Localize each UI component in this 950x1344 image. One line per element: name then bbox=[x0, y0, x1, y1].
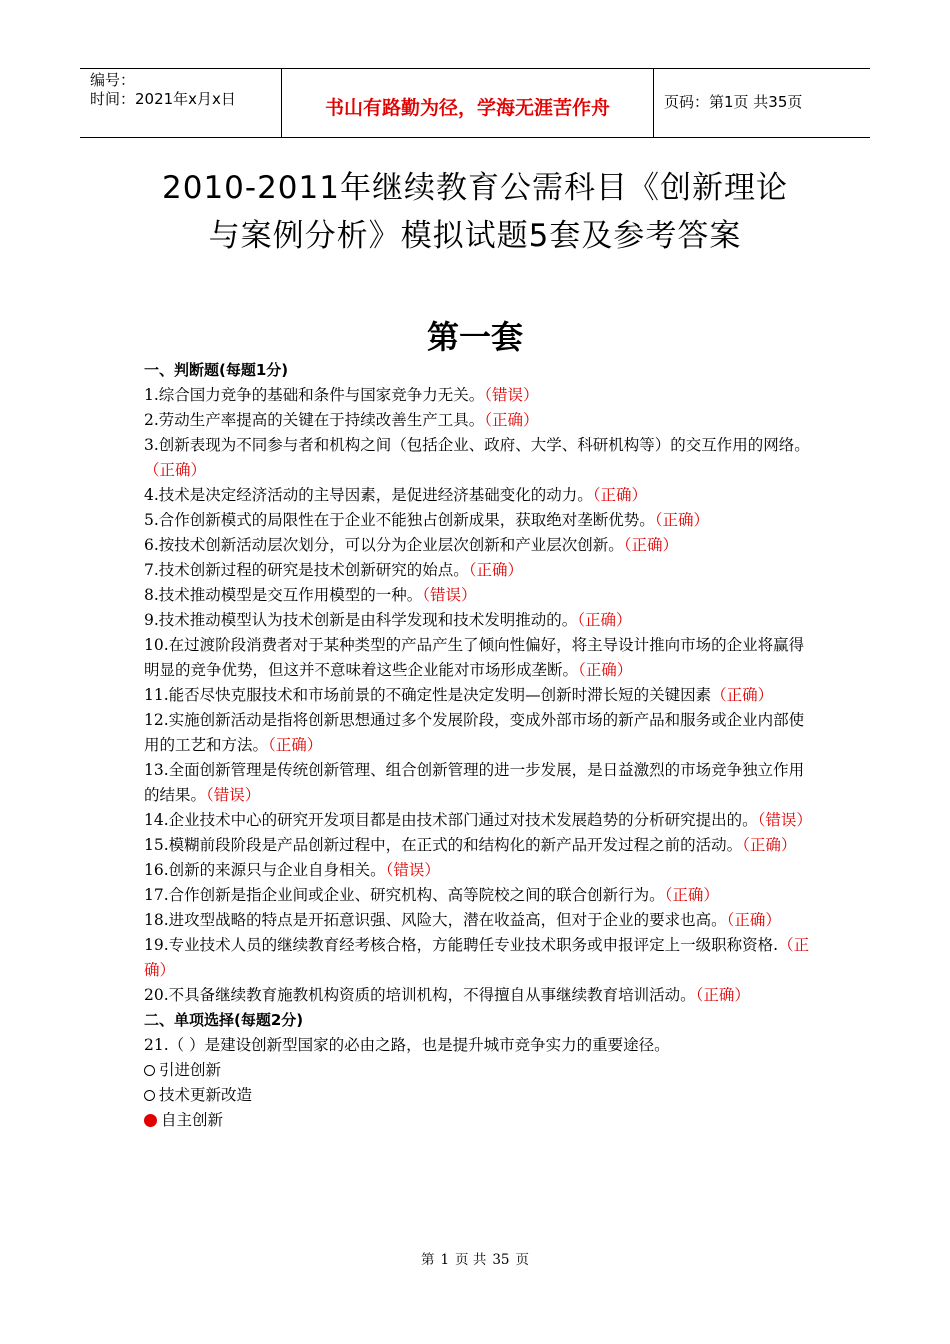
judgement-question bbox=[144, 808, 812, 833]
judgement-question bbox=[144, 933, 812, 983]
judgement-question bbox=[144, 508, 812, 533]
answer-mark: （正确） bbox=[726, 911, 781, 929]
judgement-question bbox=[144, 583, 812, 608]
option-label: 自主创新 bbox=[161, 1111, 224, 1129]
judgement-question bbox=[144, 383, 812, 408]
judgement-question bbox=[144, 908, 812, 933]
question-text: 20.不具备继续教育施教机构资质的培训机构，不得擅自从事继续教育培训活动。 bbox=[144, 986, 696, 1004]
option-c[interactable] bbox=[144, 1108, 812, 1133]
question-text: 12.实施创新活动是指将创新思想通过多个发展阶段，变成外部市场的新产品和服务或企业内部使用的工艺和方法。 bbox=[144, 711, 805, 754]
answer-mark: （正确） bbox=[592, 486, 648, 504]
title-line-2: 与案例分析》模拟试题5套及参考答案 bbox=[208, 218, 742, 254]
section-heading-single-choice: 二、单项选择(每题2分) bbox=[144, 1011, 304, 1029]
judgement-question bbox=[144, 533, 812, 558]
judgement-question bbox=[144, 883, 812, 908]
radio-icon[interactable] bbox=[144, 1090, 155, 1101]
title-line-1: 2010-2011年继续教育公需科目《创新理论 bbox=[162, 170, 788, 206]
header-table bbox=[80, 68, 870, 138]
question-text: 15.模糊前段阶段是产品创新过程中，在正式的和结构化的新产品开发过程之前的活动。 bbox=[144, 836, 743, 854]
answer-mark: （正确） bbox=[268, 736, 323, 754]
question-list bbox=[144, 358, 812, 1133]
question-text: 6.按技术创新活动层次划分，可以分为企业层次创新和产业层次创新。 bbox=[144, 536, 624, 554]
answer-mark: （正确） bbox=[654, 511, 710, 529]
document-title bbox=[0, 164, 950, 260]
number-label: 编号： bbox=[90, 71, 136, 89]
judgement-question bbox=[144, 683, 812, 708]
answer-mark: （错误） bbox=[422, 586, 477, 604]
time-label: 时间：2021年x月x日 bbox=[90, 90, 236, 108]
question-text: 14.企业技术中心的研究开发项目都是由技术部门通过对技术发展趋势的分析研究提出的。 bbox=[144, 811, 758, 829]
footer-page: 1 bbox=[440, 1252, 450, 1268]
header-meta-cell bbox=[80, 69, 282, 137]
footer-suffix: 页 bbox=[515, 1252, 530, 1268]
judgement-question bbox=[144, 833, 812, 858]
answer-mark: （错误） bbox=[206, 786, 261, 804]
answer-mark: （错误） bbox=[757, 811, 812, 829]
question-text: 13.全面创新管理是传统创新管理、组合创新管理的进一步发展，是日益激烈的市场竞争独立作用的结果。 bbox=[144, 761, 805, 804]
answer-mark: （正确） bbox=[664, 886, 719, 904]
option-b[interactable] bbox=[144, 1083, 812, 1108]
question-text: 4.技术是决定经济活动的主导因素，是促进经济基础变化的动力。 bbox=[144, 486, 593, 504]
radio-selected-icon[interactable] bbox=[144, 1114, 157, 1127]
judgement-question bbox=[144, 708, 812, 758]
answer-mark: （正确） bbox=[144, 461, 207, 479]
footer-mid: 页 共 bbox=[455, 1252, 487, 1268]
judgement-question bbox=[144, 483, 812, 508]
answer-mark: （正确） bbox=[695, 986, 750, 1004]
page-footer bbox=[0, 1248, 950, 1268]
motto: 书山有路勤为径，学海无涯苦作舟 bbox=[282, 69, 654, 137]
set-title: 第一套 bbox=[426, 318, 523, 356]
option-a[interactable] bbox=[144, 1058, 812, 1083]
question-21: 21.（ ）是建设创新型国家的必由之路，也是提升城市竞争实力的重要途径。 bbox=[144, 1036, 670, 1054]
question-text: 1.综合国力竞争的基础和条件与国家竞争力无关。 bbox=[144, 386, 485, 404]
question-text: 5.合作创新模式的局限性在于企业不能独占创新成果，获取绝对垄断优势。 bbox=[144, 511, 655, 529]
option-label: 技术更新改造 bbox=[159, 1086, 253, 1104]
answer-mark: （错误） bbox=[484, 386, 539, 404]
question-text: 10.在过渡阶段消费者对于某种类型的产品产生了倾向性偏好，将主导设计推向市场的企业将赢得明显的竞争优势，但这并不意味着这些企业能对市场形成垄断。 bbox=[144, 636, 805, 679]
question-text: 9.技术推动模型认为技术创新是由科学发现和技术发明推动的。 bbox=[144, 611, 578, 629]
page-info: 页码：第1页 共35页 bbox=[664, 92, 803, 111]
question-text: 18.进攻型战略的特点是开拓意识强、风险大，潜在收益高，但对于企业的要求也高。 bbox=[144, 911, 727, 929]
answer-mark: （正确） bbox=[468, 561, 524, 579]
radio-icon[interactable] bbox=[144, 1065, 155, 1076]
option-label: 引进创新 bbox=[159, 1061, 222, 1079]
judgement-question bbox=[144, 408, 812, 433]
question-text: 16.创新的来源只与企业自身相关。 bbox=[144, 861, 386, 879]
judgement-question bbox=[144, 558, 812, 583]
judgement-question bbox=[144, 633, 812, 683]
question-text: 8.技术推动模型是交互作用模型的一种。 bbox=[144, 586, 423, 604]
answer-mark: （正确） bbox=[623, 536, 679, 554]
judgement-questions bbox=[144, 383, 812, 1008]
answer-mark: （正确） bbox=[742, 836, 797, 854]
judgement-question bbox=[144, 433, 812, 483]
question-text: 17.合作创新是指企业间或企业、研究机构、高等院校之间的联合创新行为。 bbox=[144, 886, 665, 904]
question-text: 19.专业技术人员的继续教育经考核合格，方能聘任专业技术职务或申报评定上一级职称资格. bbox=[144, 936, 779, 954]
answer-mark: （正确） bbox=[144, 936, 810, 979]
question-text: 7.技术创新过程的研究是技术创新研究的始点。 bbox=[144, 561, 469, 579]
judgement-question bbox=[144, 608, 812, 633]
answer-mark: （正确） bbox=[578, 661, 633, 679]
question-text: 2.劳动生产率提高的关键在于持续改善生产工具。 bbox=[144, 411, 485, 429]
question-text: 11.能否尽快克服技术和市场前景的不确定性是决定发明—创新时滞长短的关键因素 bbox=[144, 686, 712, 704]
section-heading-judgement: 一、判断题(每题1分) bbox=[144, 361, 289, 379]
footer-total: 35 bbox=[492, 1252, 510, 1268]
judgement-question bbox=[144, 758, 812, 808]
answer-mark: （正确） bbox=[484, 411, 539, 429]
footer-prefix: 第 bbox=[420, 1252, 435, 1268]
judgement-question bbox=[144, 858, 812, 883]
answer-mark: （正确） bbox=[577, 611, 632, 629]
answer-mark: （错误） bbox=[385, 861, 440, 879]
question-text: 3.创新表现为不同参与者和机构之间（包括企业、政府、大学、科研机构等）的交互作用的网络。 bbox=[144, 436, 810, 454]
answer-mark: （正确） bbox=[711, 686, 774, 704]
judgement-question bbox=[144, 983, 812, 1008]
